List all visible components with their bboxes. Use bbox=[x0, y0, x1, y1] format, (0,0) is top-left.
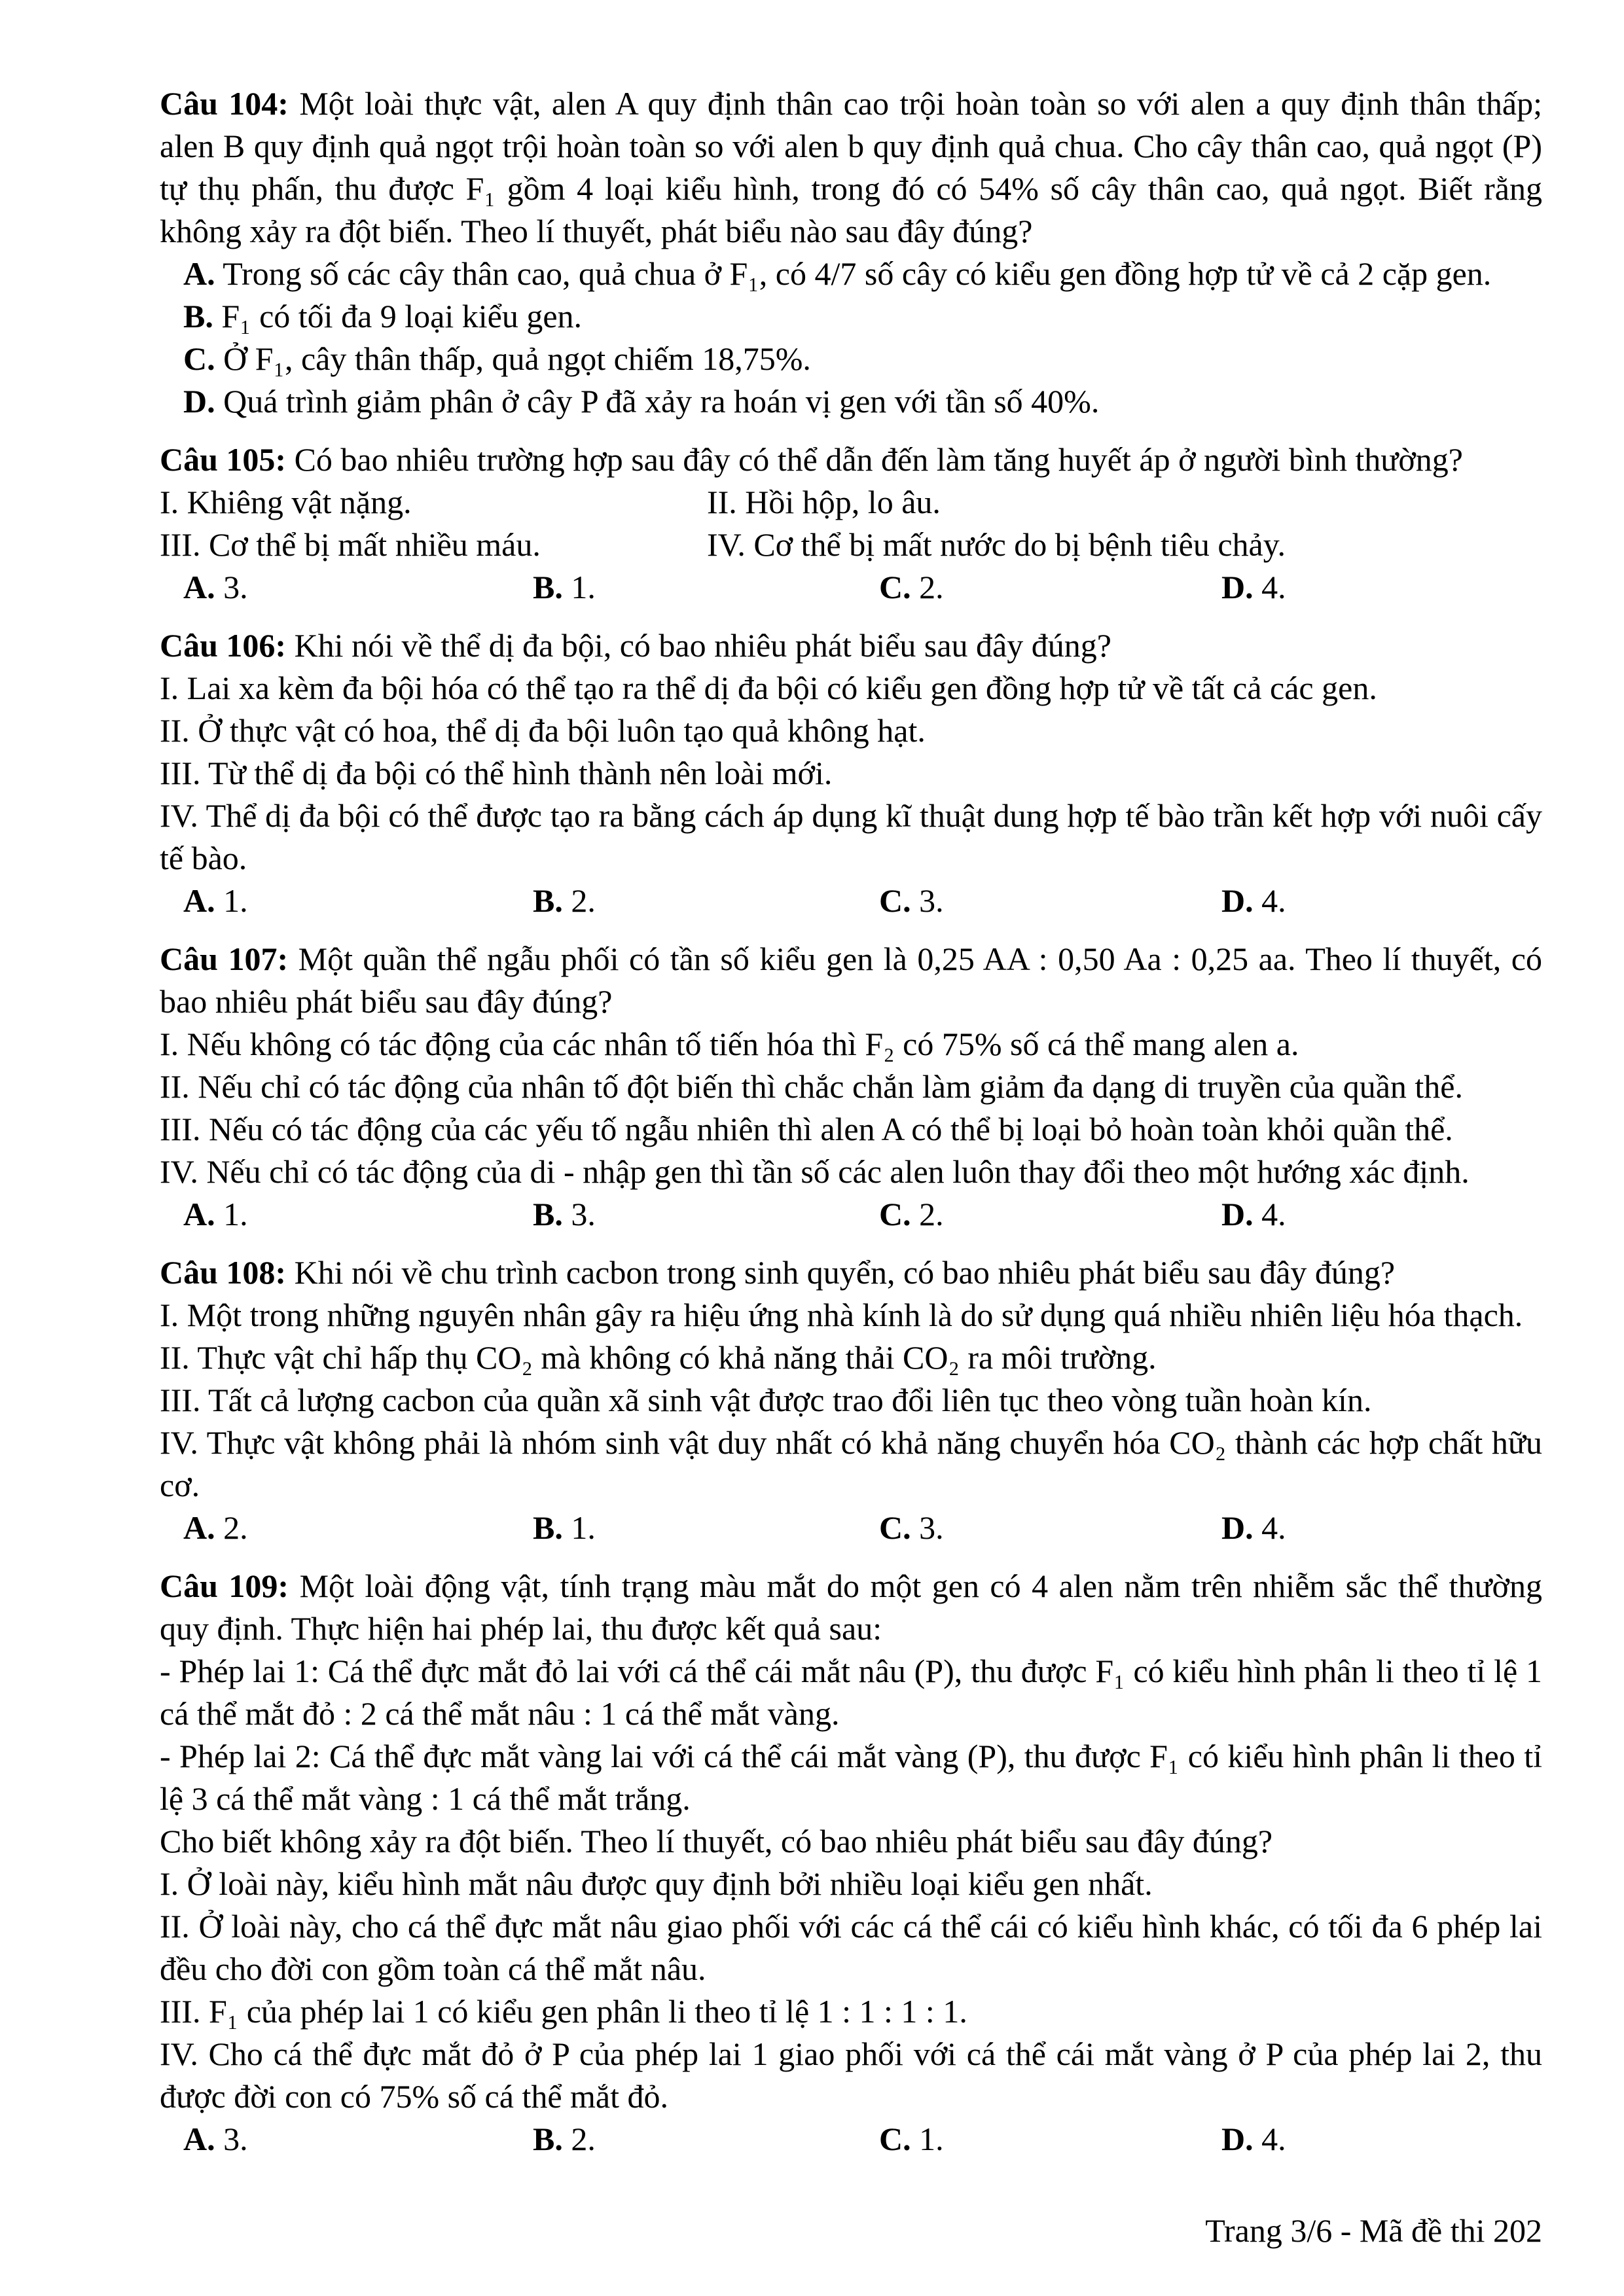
answer-option-a: A. 3. bbox=[183, 569, 248, 605]
question-number: Câu 105: bbox=[160, 441, 287, 478]
option-letter: C. bbox=[183, 340, 215, 377]
statement-i: I. Nếu không có tác động của các nhân tố tiến hóa thì F₂ có 75% số cá thể mang alen a. bbox=[160, 1026, 1299, 1062]
statement-iv: IV. Thể dị đa bội có thể được tạo ra bằng cách áp dụng kĩ thuật dung hợp tế bào trần kết hợp với nuôi cấy tế bào. bbox=[160, 797, 1542, 876]
answer-option-d: D. 4. bbox=[1221, 2121, 1286, 2157]
answer-option-b: B. 2. bbox=[533, 2121, 596, 2157]
question-number: Câu 104: bbox=[160, 85, 289, 122]
option-letter: A. bbox=[183, 255, 215, 292]
question-stem bbox=[160, 82, 1542, 253]
statement-i: I. Ở loài này, kiểu hình mắt nâu được quy định bởi nhiều loại kiểu gen nhất. bbox=[160, 1865, 1153, 1902]
question-stem bbox=[160, 439, 1542, 481]
statement-iv: IV. Cơ thể bị mất nước do bị bệnh tiêu chảy. bbox=[707, 526, 1286, 563]
answer-options-row bbox=[160, 880, 1542, 922]
option-text: Quá trình giảm phân ở cây P đã xảy ra hoán vị gen với tần số 40%. bbox=[223, 383, 1100, 420]
statement-ii: II. Hồi hộp, lo âu. bbox=[707, 484, 941, 520]
answer-options-row bbox=[160, 1193, 1542, 1236]
statement-ii: II. Nếu chỉ có tác động của nhân tố đột biến thì chắc chắn làm giảm đa dạng di truyền của quần thể. bbox=[160, 1068, 1463, 1105]
statement-iv: IV. Nếu chỉ có tác động của di - nhập gen thì tần số các alen luôn thay đổi theo một hướng xác định. bbox=[160, 1153, 1470, 1190]
question-stem bbox=[160, 938, 1542, 1023]
question-number: Câu 106: bbox=[160, 627, 287, 664]
statement-iii: III. F₁ của phép lai 1 có kiểu gen phân li theo tỉ lệ 1 : 1 : 1 : 1. bbox=[160, 1993, 967, 2030]
answer-options-row bbox=[160, 2118, 1542, 2161]
answer-option-b: B. 1. bbox=[533, 569, 596, 605]
answer-option-d: D. 4. bbox=[1221, 569, 1286, 605]
question-109 bbox=[160, 1565, 1542, 2161]
statement-ii: II. Ở loài này, cho cá thể đực mắt nâu giao phối với các cá thể cái có kiểu hình khác, có tối đa 6 phép lai đều cho đời con gồm toàn cá thể mắt nâu. bbox=[160, 1908, 1542, 1987]
answer-option-c: C. 2. bbox=[879, 1196, 944, 1232]
question-number: Câu 108: bbox=[160, 1254, 287, 1291]
statement-iii: III. Cơ thể bị mất nhiều máu. bbox=[160, 526, 541, 563]
question-number: Câu 109: bbox=[160, 1568, 289, 1604]
statement-row bbox=[160, 524, 1542, 566]
option-letter: B. bbox=[183, 298, 213, 334]
answer-option-a: A. 2. bbox=[183, 1509, 248, 1546]
question-stem bbox=[160, 624, 1542, 667]
option-text: Ở F₁, cây thân thấp, quả ngọt chiếm 18,75%. bbox=[223, 340, 811, 377]
question-104 bbox=[160, 82, 1542, 423]
question-106 bbox=[160, 624, 1542, 922]
question-stem-text: Một loài động vật, tính trạng màu mắt do một gen có 4 alen nằm trên nhiễm sắc thể thường quy định. Thực hiện hai phép lai, thu được kết quả sau: bbox=[160, 1568, 1542, 1647]
question-stem bbox=[160, 1251, 1542, 1294]
statement-row bbox=[160, 481, 1542, 524]
answer-option-b: B. 1. bbox=[533, 1509, 596, 1546]
option-text: Trong số các cây thân cao, quả chua ở F₁, có 4/7 số cây có kiểu gen đồng hợp tử về cả 2 cặp gen. bbox=[223, 255, 1492, 292]
question-number: Câu 107: bbox=[160, 941, 289, 977]
answer-option-a: A. 1. bbox=[183, 1196, 248, 1232]
footer-page-info: Trang 3/6 - Mã đề thi 202 bbox=[1205, 2212, 1542, 2249]
cross-2: - Phép lai 2: Cá thể đực mắt vàng lai với cá thể cái mắt vàng (P), thu được F₁ có kiểu hình phân li theo tỉ lệ 3 cá thể mắt vàng : 1 cá thể mắt trắng. bbox=[160, 1738, 1542, 1817]
statement-i: I. Khiêng vật nặng. bbox=[160, 484, 412, 520]
statement-iv: IV. Cho cá thể đực mắt đỏ ở P của phép lai 1 giao phối với cá thể cái mắt vàng ở P của phép lai 2, thu được đời con có 75% số cá thể mắt đỏ. bbox=[160, 2036, 1542, 2115]
question-stem-text: Khi nói về thể dị đa bội, có bao nhiêu phát biểu sau đây đúng? bbox=[294, 627, 1111, 664]
answer-option-d: D. 4. bbox=[1221, 882, 1286, 919]
answer-option-b: B. 3. bbox=[533, 1196, 596, 1232]
statement-iii: III. Nếu có tác động của các yếu tố ngẫu nhiên thì alen A có thể bị loại bỏ hoàn toàn khỏi quần thể. bbox=[160, 1111, 1453, 1147]
answer-option-d: D. 4. bbox=[1221, 1196, 1286, 1232]
answer-option-d: D. 4. bbox=[1221, 1509, 1286, 1546]
option-text: F₁ có tối đa 9 loại kiểu gen. bbox=[221, 298, 583, 334]
answer-option-c: C. 1. bbox=[879, 2121, 944, 2157]
question-stem bbox=[160, 1565, 1542, 1650]
answer-option-c: C. 3. bbox=[879, 1509, 944, 1546]
question-108 bbox=[160, 1251, 1542, 1549]
statement-iii: III. Từ thể dị đa bội có thể hình thành nên loài mới. bbox=[160, 755, 833, 791]
cross-1: - Phép lai 1: Cá thể đực mắt đỏ lai với cá thể cái mắt nâu (P), thu được F₁ có kiểu hình phân li theo tỉ lệ 1 cá thể mắt đỏ : 2 cá thể mắt nâu : 1 cá thể mắt vàng. bbox=[160, 1653, 1542, 1732]
question-note: Cho biết không xảy ra đột biến. Theo lí thuyết, có bao nhiêu phát biểu sau đây đúng? bbox=[160, 1823, 1273, 1859]
answer-option-a: A. 1. bbox=[183, 882, 248, 919]
question-stem-text: Một loài thực vật, alen A quy định thân cao trội hoàn toàn so với alen a quy định thân thấp; alen B quy định quả ngọt trội hoàn toàn so với alen b quy định quả chua. Cho cây thân cao, quả ngọt (P) tự thụ phấn, thu được F₁ gồm 4 loại kiểu hình, trong đó có 54% số cây thân cao, quả ngọt. Biết rằng không xảy ra đột biến. Theo lí thuyết, phát biểu nào sau đây đúng? bbox=[160, 85, 1542, 249]
statement-i: I. Lai xa kèm đa bội hóa có thể tạo ra thể dị đa bội có kiểu gen đồng hợp tử về tất cả các gen. bbox=[160, 670, 1377, 706]
question-105 bbox=[160, 439, 1542, 609]
statement-ii: II. Ở thực vật có hoa, thể dị đa bội luôn tạo quả không hạt. bbox=[160, 712, 926, 749]
answer-option-c: C. 2. bbox=[879, 569, 944, 605]
answer-option-d bbox=[160, 380, 1542, 423]
statement-iii: III. Tất cả lượng cacbon của quần xã sinh vật được trao đổi liên tục theo vòng tuần hoàn kín. bbox=[160, 1382, 1372, 1418]
answer-option-a bbox=[160, 253, 1542, 295]
answer-option-a: A. 3. bbox=[183, 2121, 248, 2157]
statement-iv: IV. Thực vật không phải là nhóm sinh vật duy nhất có khả năng chuyển hóa CO₂ thành các hợp chất hữu cơ. bbox=[160, 1424, 1542, 1503]
answer-option-b: B. 2. bbox=[533, 882, 596, 919]
answer-options-row bbox=[160, 1507, 1542, 1549]
answer-options-row bbox=[160, 566, 1542, 609]
option-letter: D. bbox=[183, 383, 215, 420]
statement-i: I. Một trong những nguyên nhân gây ra hiệu ứng nhà kính là do sử dụng quá nhiều nhiên liệu hóa thạch. bbox=[160, 1297, 1523, 1333]
answer-option-b bbox=[160, 295, 1542, 338]
answer-option-c bbox=[160, 338, 1542, 380]
question-stem-text: Có bao nhiêu trường hợp sau đây có thể dẫn đến làm tăng huyết áp ở người bình thường? bbox=[294, 441, 1463, 478]
question-107 bbox=[160, 938, 1542, 1236]
answer-option-c: C. 3. bbox=[879, 882, 944, 919]
question-stem-text: Khi nói về chu trình cacbon trong sinh quyển, có bao nhiêu phát biểu sau đây đúng? bbox=[294, 1254, 1396, 1291]
question-stem-text: Một quần thể ngẫu phối có tần số kiểu gen là 0,25 AA : 0,50 Aa : 0,25 aa. Theo lí thuyết, có bao nhiêu phát biểu sau đây đúng? bbox=[160, 941, 1542, 1020]
statement-ii: II. Thực vật chỉ hấp thụ CO₂ mà không có khả năng thải CO₂ ra môi trường. bbox=[160, 1339, 1157, 1376]
